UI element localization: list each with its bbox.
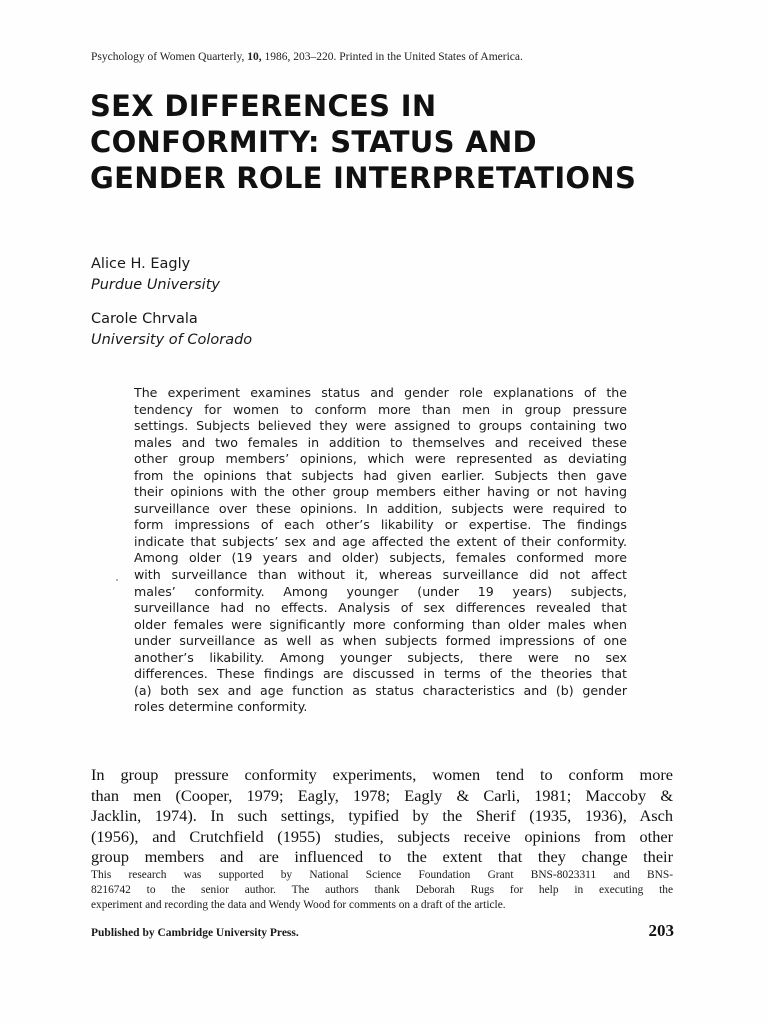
abstract-line: tendency for women to conform more than men in group pressure — [134, 401, 627, 417]
abstract-line: roles determine conformity. — [134, 699, 308, 715]
body-line: group members and are influenced to the extent that they change their — [91, 847, 673, 866]
abstract-line: differences. These findings are discussed in terms of the theories that — [134, 666, 627, 682]
abstract-line: other group members’ opinions, which were represented as deviating — [134, 451, 627, 467]
body-line: than men (Cooper, 1979; Eagly, 1978; Eagly & Carli, 1981; Maccoby & — [91, 785, 673, 805]
title-line: GENDER ROLE INTERPRETATIONS — [90, 161, 637, 195]
publisher-line: Published by Cambridge University Press. — [91, 927, 299, 939]
page-number: 203 — [648, 921, 674, 940]
title-line: CONFORMITY: STATUS AND — [90, 125, 537, 159]
abstract-line: surveillance over these opinions. In addition, subjects were required to — [134, 500, 627, 516]
title-line: SEX DIFFERENCES IN — [90, 89, 437, 123]
abstract-line: from the opinions that subjects had given earlier. Subjects then gave — [134, 467, 627, 483]
abstract-line: (a) both sex and age function as status characteristics and (b) gender — [134, 682, 627, 698]
abstract-line: Among older (19 years and older) subjects, females conformed more — [134, 550, 627, 566]
author-name: Alice H. Eagly — [91, 256, 191, 272]
footnote-line: experiment and recording the data and Wendy Wood for comments on a draft of the article. — [91, 899, 506, 911]
abstract-line: males and two females in addition to themselves and received these — [134, 434, 627, 450]
abstract-line: indicate that subjects’ sex and age affected the extent of their conformity. — [134, 533, 627, 549]
journal-name: Psychology of Women Quarterly, — [91, 51, 245, 63]
abstract-line: older females were significantly more conforming than older males when — [134, 616, 627, 632]
abstract — [134, 385, 627, 716]
abstract-line: surveillance had no effects. Analysis of sex differences revealed that — [134, 600, 627, 616]
footnote-line: This research was supported by National Science Foundation Grant BNS-8023311 and BNS- — [91, 869, 673, 881]
article-title — [90, 88, 710, 196]
abstract-line: settings. Subjects believed they were assigned to groups containing two — [134, 418, 627, 434]
abstract-line: with surveillance than without it, whereas surveillance did not affect — [134, 567, 627, 583]
body-line: (1956), and Crutchfield (1955) studies, subjects receive opinions from other — [91, 826, 673, 846]
footnote-line: 8216742 to the senior author. The authors thank Deborah Rugs for help in executing the — [91, 884, 673, 896]
author-name: Carole Chrvala — [91, 311, 198, 327]
journal-citation — [91, 51, 691, 63]
abstract-line: their opinions with the other group members either having or not having — [134, 484, 627, 500]
journal-volume: 10, — [247, 51, 262, 63]
body-paragraph — [91, 765, 673, 868]
abstract-line: form impressions of each other’s likability or expertise. The findings — [134, 517, 627, 533]
body-line: In group pressure conformity experiments, women tend to conform more — [91, 765, 673, 784]
author-block — [91, 309, 252, 351]
journal-pages: 1986, 203–220. Printed in the United States of America. — [264, 51, 523, 63]
abstract-line: another’s likability. Among younger subjects, there were no sex — [134, 649, 627, 665]
author-affiliation: University of Colorado — [91, 332, 253, 348]
author-block — [91, 254, 220, 296]
scan-speck — [116, 579, 118, 581]
body-line: Jacklin, 1974). In such settings, typified by the Sherif (1935, 1936), Asch — [91, 806, 673, 825]
abstract-line: under surveillance as well as when subjects formed impressions of one — [134, 633, 627, 649]
abstract-line: The experiment examines status and gender role explanations of the — [134, 385, 627, 400]
acknowledgement-footnote — [91, 868, 673, 913]
abstract-line: males’ conformity. Among younger (under 19 years) subjects, — [134, 583, 627, 599]
author-affiliation: Purdue University — [91, 277, 220, 293]
